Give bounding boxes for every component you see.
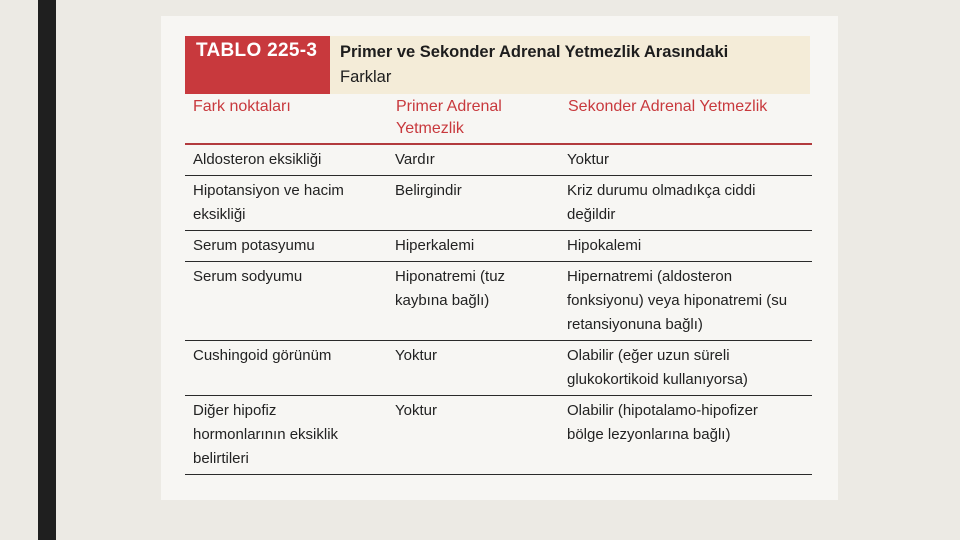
header-primer-line-2: Yetmezlik — [396, 120, 464, 137]
table-cell-line: Hiponatremi (tuz — [395, 268, 506, 285]
table-cell-line: Hipernatremi (aldosteron — [567, 268, 733, 285]
table-cell — [567, 344, 807, 392]
table-cell — [567, 265, 807, 337]
header-rule — [185, 143, 812, 145]
header-fark-noktalari: Fark noktaları — [193, 98, 291, 115]
table-cell-line: Cushingoid görünüm — [193, 347, 332, 364]
table-number: TABLO 225-3 — [196, 40, 318, 61]
table-cell-line: belirtileri — [193, 450, 249, 467]
table-title-line-2: Farklar — [340, 68, 392, 86]
table-cell-line: Hipokalemi — [567, 237, 642, 254]
table-cell — [395, 179, 555, 203]
table-cell-line: retansiyonuna bağlı) — [567, 316, 703, 333]
table-cell — [567, 148, 807, 172]
row-divider — [185, 175, 812, 176]
table-title — [340, 40, 760, 90]
table-cell-line: Hiperkalemi — [395, 237, 475, 254]
table-title-line-1: Primer ve Sekonder Adrenal Yetmezlik Arasındaki — [340, 43, 729, 61]
row-divider — [185, 395, 812, 396]
table-cell — [193, 148, 383, 172]
row-divider — [185, 261, 812, 262]
table-cell-line: Yoktur — [395, 402, 437, 419]
table-cell-line: Diğer hipofiz — [193, 402, 277, 419]
table-cell — [193, 179, 383, 227]
table-cell-line: Serum sodyumu — [193, 268, 303, 285]
table-cell-line: Aldosteron eksikliği — [193, 151, 322, 168]
table-cell-line: Yoktur — [395, 347, 437, 364]
table-cell-line: değildir — [567, 206, 616, 223]
table-cell — [567, 399, 807, 447]
table-cell — [193, 265, 383, 289]
table-cell-line: Belirgindir — [395, 182, 462, 199]
table-cell-line: Hipotansiyon ve hacim — [193, 182, 344, 199]
table-cell — [395, 234, 555, 258]
table-cell — [395, 344, 555, 368]
header-sekonder: Sekonder Adrenal Yetmezlik — [568, 98, 768, 115]
row-divider — [185, 230, 812, 231]
table-cell — [567, 179, 807, 227]
table-cell — [395, 148, 555, 172]
row-divider — [185, 474, 812, 475]
table-cell-line: bölge lezyonlarına bağlı) — [567, 426, 731, 443]
table-cell-line: Olabilir (eğer uzun süreli — [567, 347, 730, 364]
table-cell — [395, 399, 555, 423]
slide-accent-bar — [38, 0, 56, 540]
table-cell — [193, 234, 383, 258]
header-primer-line-1: Primer Adrenal — [396, 98, 502, 115]
table-cell-line: kaybına bağlı) — [395, 292, 490, 309]
table-cell-line: glukokortikoid kullanıyorsa) — [567, 371, 748, 388]
table-cell-line: Olabilir (hipotalamo-hipofizer — [567, 402, 758, 419]
table-cell-line: fonksiyonu) veya hiponatremi (su — [567, 292, 788, 309]
table-cell — [193, 344, 383, 368]
table-cell-line: Serum potasyumu — [193, 237, 315, 254]
table-cell — [395, 265, 555, 313]
table-cell-line: Vardır — [395, 151, 435, 168]
table-cell-line: eksikliği — [193, 206, 246, 223]
table-cell-line: hormonlarının eksiklik — [193, 426, 339, 443]
header-primer — [396, 96, 502, 140]
table-cell — [567, 234, 807, 258]
table-cell-line: Kriz durumu olmadıkça ciddi — [567, 182, 756, 199]
table-cell — [193, 399, 383, 471]
row-divider — [185, 340, 812, 341]
table-cell-line: Yoktur — [567, 151, 609, 168]
